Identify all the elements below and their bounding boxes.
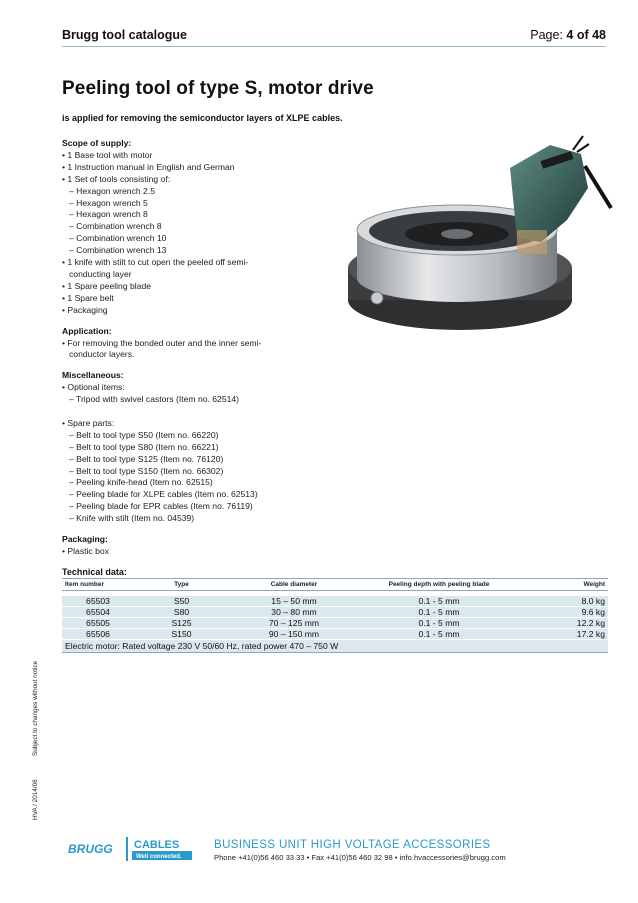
table-header-row [62,579,608,591]
spare-item: – Belt to tool type S150 (Item no. 66302) [69,465,224,476]
table-cell: 8.0 kg [519,596,608,607]
table-cell: 0.1 - 5 mm [359,629,519,640]
table-cell: 65505 [62,618,134,629]
header-rule [62,46,606,47]
table-cell: 12.2 kg [519,618,608,629]
column-header: Peeling depth with peeling blade [359,579,519,591]
logo-brugg: BRUGG [68,842,113,856]
table-cell: S80 [134,607,229,618]
table-cell: 30 – 80 mm [229,607,359,618]
page-indicator [530,28,606,42]
table-cell: S50 [134,596,229,607]
table-cell: 17.2 kg [519,629,608,640]
table-cell: 90 – 150 mm [229,629,359,640]
technical-data-table [62,578,608,653]
side-notice: Subject to changes without notice [32,660,39,756]
table-cell: 0.1 - 5 mm [359,607,519,618]
column-header: Cable diameter [229,579,359,591]
logo-tagline: Well connected. [136,854,182,860]
page-number: 4 of 48 [566,28,606,42]
table-row [62,618,608,629]
table-row [62,596,608,607]
table-cell: 9.6 kg [519,607,608,618]
scope-line: – Hexagon wrench 2.5 [69,185,155,196]
table-cell: S150 [134,629,229,640]
application-line: • For removing the bonded outer and the inner semi- [62,337,262,348]
main-content [62,138,352,558]
column-header: Type [134,579,229,591]
packaging-heading: Packaging: [62,534,108,545]
scope-line: • 1 Instruction manual in English and German [62,161,235,172]
spare-item: – Peeling blade for XLPE cables (Item no. 62513) [69,489,258,500]
motor-note: Electric motor: Rated voltage 230 V 50/60 Hz, rated power 470 – 750 W [62,640,608,653]
application-line: conductor layers. [69,349,135,360]
scope-line: – Hexagon wrench 8 [69,209,148,220]
table-cell: 0.1 - 5 mm [359,618,519,629]
scope-line: • 1 Spare belt [62,292,114,303]
scope-line: • 1 Base tool with motor [62,149,153,160]
technical-data-heading: Technical data: [62,567,127,577]
column-header: Item number [62,579,134,591]
spare-label: • Spare parts: [62,417,115,428]
spare-item: – Belt to tool type S125 (Item no. 76120) [69,453,224,464]
table-cell: 15 – 50 mm [229,596,359,607]
scope-line: • Packaging [62,304,108,315]
optional-label: • Optional items: [62,382,125,393]
catalogue-title: Brugg tool catalogue [62,28,187,42]
scope-line: – Hexagon wrench 5 [69,197,148,208]
spare-item: – Belt to tool type S50 (Item no. 66220) [69,429,219,440]
optional-item: – Tripod with swivel castors (Item no. 62514) [69,394,240,405]
contact-line: Phone +41(0)56 460 33 33 • Fax +41(0)56 460 32 98 • info.hvaccessories@brugg.com [214,853,506,862]
side-code: HVA / 2014/08 [32,779,39,820]
scope-line: – Combination wrench 13 [69,245,167,256]
application-heading: Application: [62,325,112,336]
scope-line: conducting layer [69,268,132,279]
scope-line: – Combination wrench 8 [69,221,162,232]
table-note-row [62,640,608,653]
misc-heading: Miscellaneous: [62,370,124,381]
logo-cables: CABLES [134,839,180,851]
page-subtitle: is applied for removing the semiconductor layers of XLPE cables. [62,113,343,123]
table-cell: S125 [134,618,229,629]
scope-heading: Scope of supply: [62,138,132,148]
table-cell: 65504 [62,607,134,618]
packaging-line: • Plastic box [62,545,109,556]
scope-line: • 1 knife with stilt to cut open the peeled off semi- [62,257,249,268]
table-cell: 70 – 125 mm [229,618,359,629]
business-unit: BUSINESS UNIT HIGH VOLTAGE ACCESSORIES [214,839,491,851]
table-cell: 65506 [62,629,134,640]
scope-line: • 1 Spare peeling blade [62,280,152,291]
page-prefix: Page: [530,28,563,42]
table-cell: 65503 [62,596,134,607]
table-cell: 0.1 - 5 mm [359,596,519,607]
spare-item: – Peeling blade for EPR cables (Item no. 76119) [69,501,253,512]
scope-line: • 1 Set of tools consisting of: [62,173,171,184]
page-title: Peeling tool of type S, motor drive [62,78,374,99]
scope-line: – Combination wrench 10 [69,233,167,244]
table-row [62,629,608,640]
spare-item: – Peeling knife-head (Item no. 62515) [69,477,213,488]
spare-item: – Belt to tool type S80 (Item no. 66221) [69,441,219,452]
column-header: Weight [519,579,608,591]
peeling-tool-photo [345,130,615,340]
spare-item: – Knife with stilt (Item no. 04539) [69,513,195,524]
table-row [62,607,608,618]
brugg-cables-logo [66,836,206,862]
